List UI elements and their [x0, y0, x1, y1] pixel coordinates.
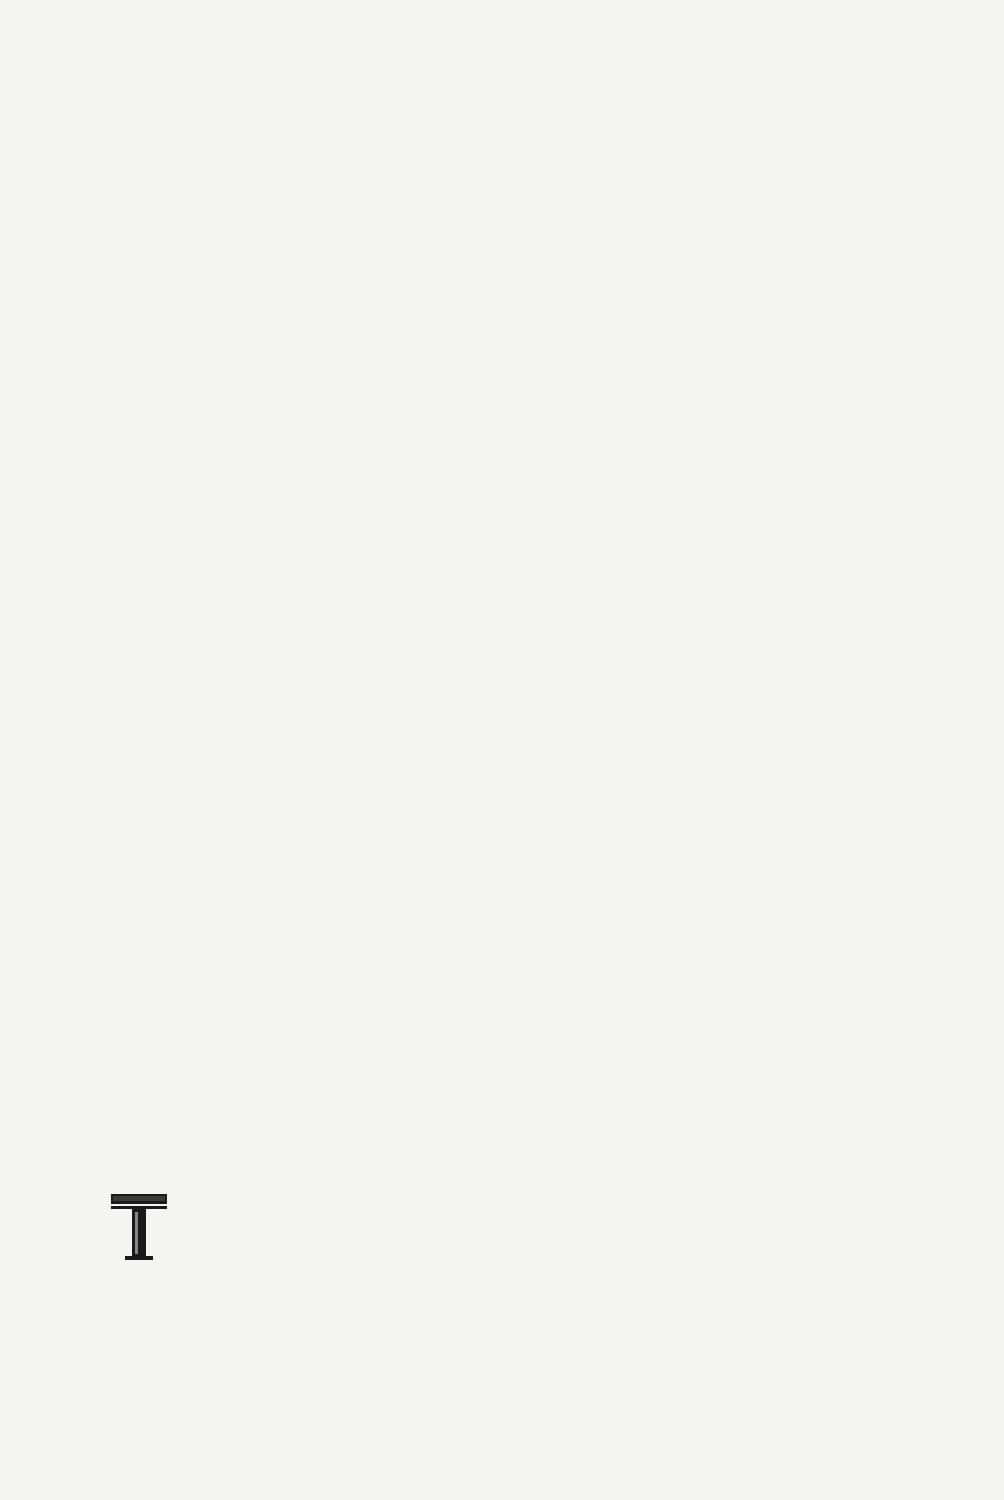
dropcap-initial — [111, 1194, 167, 1260]
dropcap-t-icon — [111, 1194, 167, 1260]
text-block-bottom — [117, 1188, 852, 1260]
